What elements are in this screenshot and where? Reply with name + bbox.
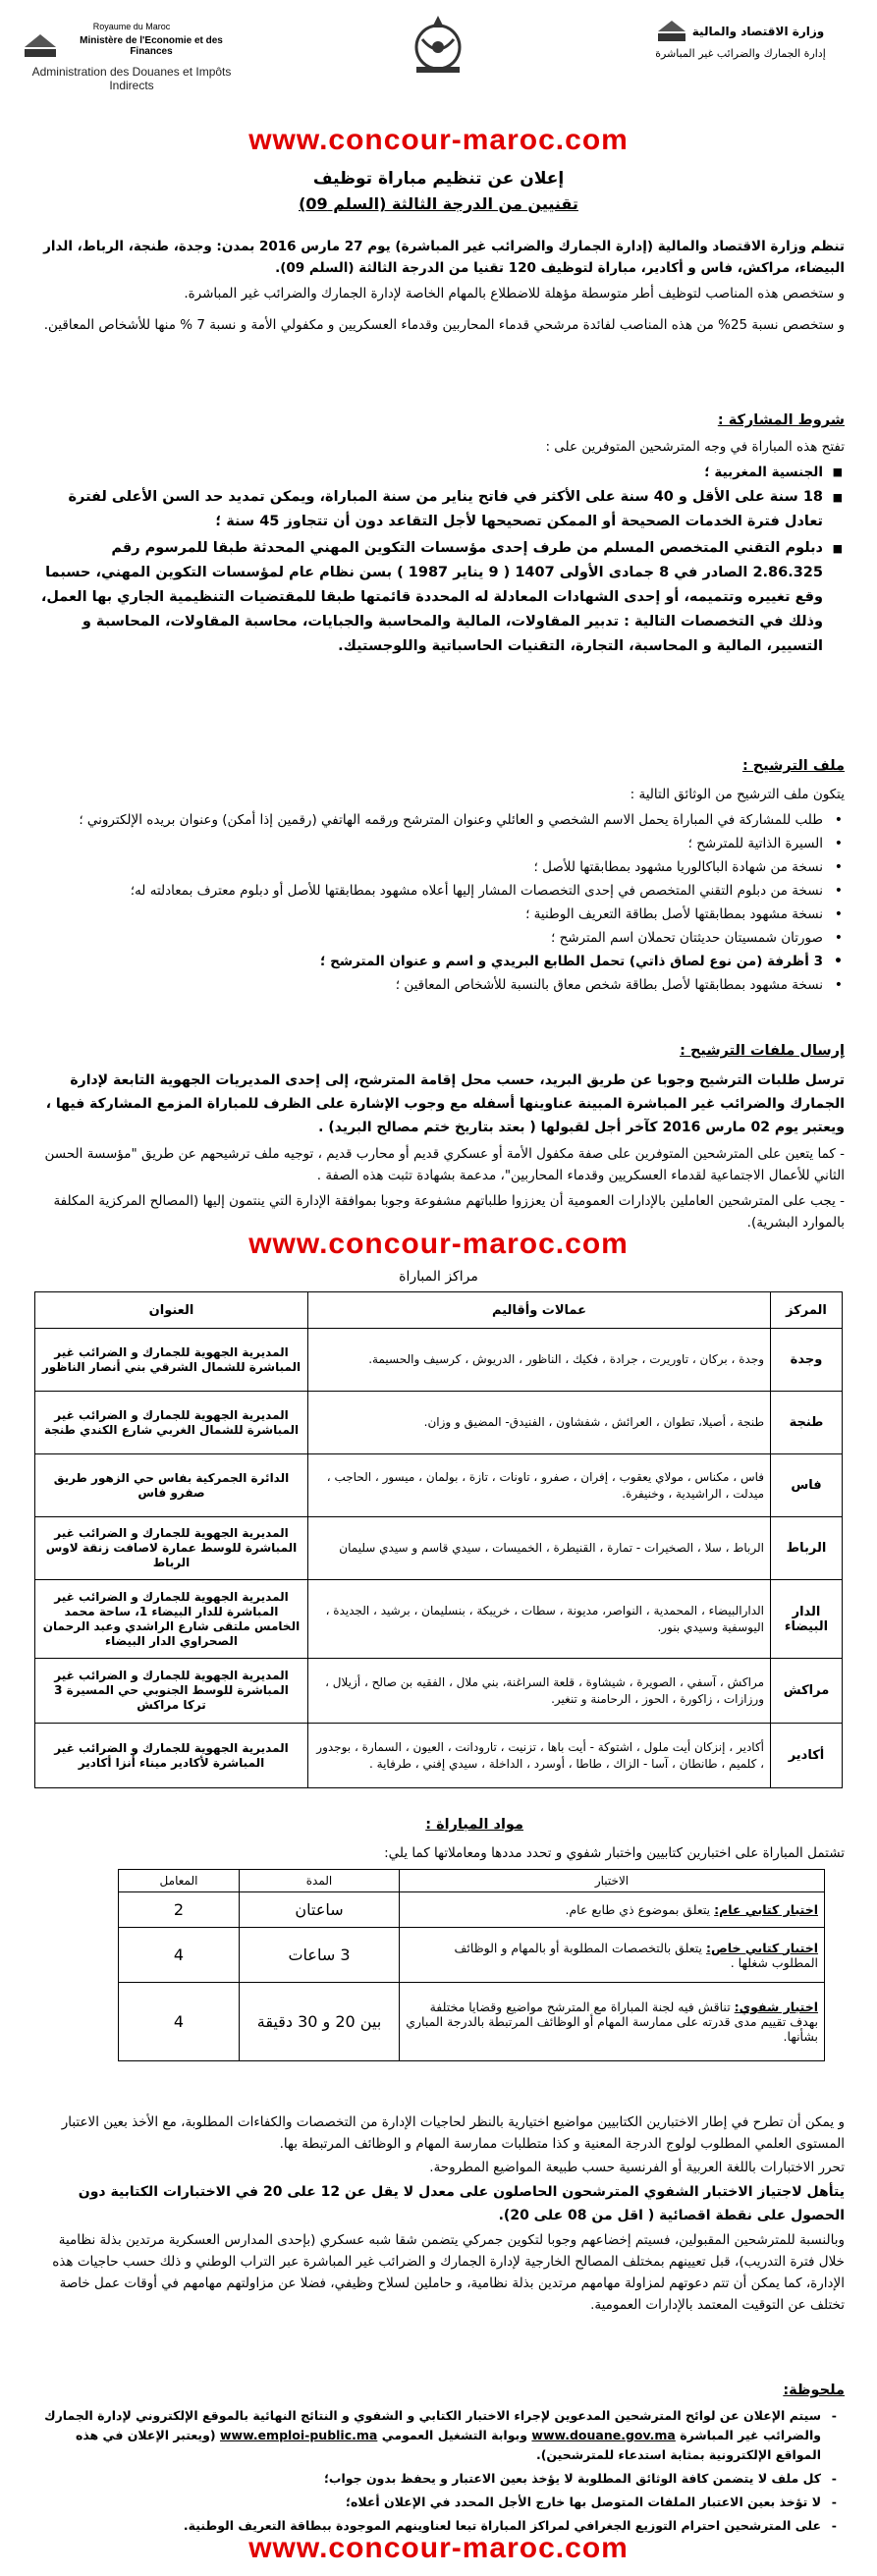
exams-header-row [119, 1870, 825, 1892]
after-p1: و يمكن أن تطرح في إطار الاختبارين الكتابيين مواضيع اختيارية بالنظر لحاجيات الإدارة من التخصصات والكفاءات المطلوبة، مع الأخذ بعين الاعتبار المستوى العلمي المطلوب لولوج الدرجة المعنية و كذا متطلبات ممارسة المهام و الوظائف المرتبطة بها. [61, 2114, 845, 2152]
exam-description [400, 1983, 825, 2061]
ministry-name-fr: Ministère de l'Economie et des Finances [80, 35, 223, 57]
exam-label: اختبار كتابي خاص: [705, 1940, 818, 1955]
file-list [39, 809, 845, 996]
exam-text: يتعلق بالتخصصات المطلوبة أو بالمهام و الوظائف المطلوب شغلها . [454, 1940, 818, 1970]
file-title: ملف الترشيح : [741, 758, 845, 774]
exam-duration: ساعتان [240, 1892, 400, 1928]
file-item: • نسخة مشهود بمطابقتها لأصل بطاقة التعريف الوطنية ؛ [39, 904, 823, 925]
douane-link[interactable]: www.douane.gov.ma [531, 2428, 676, 2442]
center-name: طنجة [771, 1392, 843, 1454]
exams-lead: تشتمل المباراة على اختبارين كتابيين واختبار شفوي و تحدد مددها ومعاملاتها كما يلي: [384, 1845, 845, 1861]
file-item: • نسخة من شهادة الباكالوريا مشهود بمطابقتها للأصل ؛ [39, 856, 823, 878]
header-duration: المدة [240, 1870, 400, 1892]
condition-item: ■ الجنسية المغربية ؛ [39, 462, 823, 483]
centers-header-row [35, 1292, 843, 1329]
emploi-public-link[interactable]: www.emploi-public.ma [219, 2428, 378, 2442]
sending-p1: ترسل طلبات الترشيح وجوبا عن طريق البريد، حسب محل إقامة المترشح، إلى إحدى المديريات الجهوية التابعة لإدارة الجمارك والضرائب غير المباشرة المبينة عناوينها أسفله مع وجوب الإشارة على الظرف للمباراة المزمع المشاركة فيها ، ويعتبر يوم 02 مارس 2016 كآخر أجل لقبولها ( بعتد بتاريخ ختم مصالح البريد) . [45, 1072, 845, 1135]
center-address: الدائرة الجمركية بفاس حي الزهور طريق صفرو فاس [35, 1454, 308, 1517]
table-row [35, 1454, 843, 1517]
center-name: الدار البيضاء [771, 1580, 843, 1659]
exam-description [400, 1892, 825, 1928]
center-address: المديرية الجهوية للجمارك و الضرائب غير المباشرة للشمال الغربي شارع الكندي طنجة [35, 1392, 308, 1454]
center-provinces: الرباط ، سلا ، الصخيرات - تمارة ، القنيطرة ، الخميسات ، سيدي قاسم و سيدي سليمان [308, 1517, 771, 1580]
note-text: وبوابة التشغيل العمومي [381, 2428, 528, 2442]
file-item: • صورتان شمسيتان حديثتان تحملان اسم المترشح ؛ [39, 927, 823, 949]
file-lead: يتكون ملف الترشيح من الوثائق التالية : [630, 787, 845, 802]
center-provinces: وجدة ، بركان ، تاوريرت ، جرادة ، فكيك ، الناظور ، الدريوش ، كرسيف والحسيمة. [308, 1329, 771, 1392]
condition-item: ■ دبلوم التقني المتخصص المسلم من طرف إحدى مؤسسات التكوين المهني المحدثة طبقا للمرسوم رقم 2.86.325 الصادر في 8 جمادى الأولى 1407 ( 9 يناير 1987 ) بسن نظام عام لمؤسسات التكوين المهني، حسبما وقع تغييره وتتميمه، أو إحدى الشهادات المعادلة له المحددة قائمتها طبقا للمقتضيات التنظيمية الجاري بها العمل، وذلك في التخصصات التالية : تدبير المقاولات، المالية والمحاسبة والجبايات، محاسبة المقاولات، المحاسبة و التسيير، المالية و المحاسبة، التجارة، التقنيات الحاسباتية واللوجستيك. [39, 536, 823, 659]
ministry-logo-ar-icon [657, 20, 686, 43]
center-provinces: أكادير ، إنزكان أيت ملول ، اشتوكة - أيت باها ، تزنيت ، تارودانت ، العيون ، السمارة ، بوجدور ، كلميم ، طانطان ، آسا - الزاك ، طاطا ، أوسرد ، الداخلة ، سيدي إفني ، طرفاية . [308, 1724, 771, 1788]
center-name: مراكش [771, 1659, 843, 1724]
center-address: المديرية الجهوية للجمارك و الضرائب غير المباشرة للوسط الجنوبي حي المسيرة 3 تركا مراكش [35, 1659, 308, 1724]
note-item: - كل ملف لا يتضمن كافة الوثائق المطلوبة لا يؤخذ بعين الاعتبار و يحفظ بدون جواب؛ [39, 2469, 821, 2489]
notes-section [39, 2406, 845, 2540]
after-p2: تحرر الاختبارات باللغة العربية أو الفرنسية حسب طبيعة المواضيع المطروحة. [429, 2160, 845, 2175]
intro-p2: و ستخصص هذه المناصب لتوظيف أطر متوسطة مؤهلة للاضطلاع بالمهام الخاصة لإدارة الجمارك والضرائب غير المباشرة. [184, 286, 845, 301]
header-coef: المعامل [119, 1870, 240, 1892]
exam-coef: 4 [119, 1928, 240, 1983]
centers-table [34, 1291, 843, 1788]
header-address: العنوان [35, 1292, 308, 1329]
table-row [35, 1724, 843, 1788]
after-p3: يتأهل لاجتياز الاختبار الشفوي المترشحون الحاصلون على معدل لا يقل عن 12 على 20 في الاختبارات الكتابية دون الحصول على نقطة اقصائية ( اقل من 08 على 20). [78, 2184, 845, 2223]
exams-details [39, 2111, 845, 2316]
notes-list [39, 2406, 845, 2536]
letterhead-arabic [618, 20, 863, 60]
note-text: (ويعتبر الإعلان في هذه المواقع الإلكترونية بمثابة استدعاء للمترشحين). [75, 2428, 821, 2462]
table-row [35, 1329, 843, 1392]
notes-title: ملحوظة: [783, 2383, 845, 2398]
sending-section [39, 1069, 845, 1233]
exam-description [400, 1928, 825, 1983]
conditions-title: شروط المشاركة : [717, 412, 845, 428]
sending-p3: - يجب على المترشحين العاملين بالإدارات العمومية أن يعززوا طلباتهم مشفوعة وجوبا بموافقة الإدارة التي ينتمون إليها (المصالح المركزية المكلفة بالموارد البشرية). [53, 1193, 845, 1231]
file-section [39, 784, 845, 998]
exams-table [118, 1869, 825, 2061]
center-provinces: فاس ، مكناس ، مولاي يعقوب ، إفران ، صفرو ، تاونات ، تازة ، بولمان ، ميسور ، الحاجب ، ميدلت ، الراشيدية ، وخنيفرة. [308, 1454, 771, 1517]
file-item: • نسخة من دبلوم التقني المتخصص في إحدى التخصصات المشار إليها أعلاه مشهود بمطابقتها للأصل أو دبلوم معترف بمعادلته له؛ [39, 880, 823, 902]
conditions-section [39, 436, 845, 661]
header-provinces: عمالات وأقاليم [308, 1292, 771, 1329]
table-row [119, 1892, 825, 1928]
note-text: سيتم الإعلان عن لوائح المترشحين المدعوين لإجراء الاختبار الكتابي و الشفوي و النتائج النهائية بالموقع الإلكتروني لإدارة الجمارك والضرائب غير المباشرة [44, 2408, 821, 2442]
header-center: المركز [771, 1292, 843, 1329]
sending-p2: - كما يتعين على المترشحين المتوفرين على صفة مكفول الأمة أو عسكري قديم أو محارب قديم ، توجيه ملف ترشيحهم عن طريق "مؤسسة الحسن الثاني للأعمال الاجتماعية لقدماء العسكريين وقدماء المحاربين"، مدعمة بشهادة تثبت هذه الصفة . [44, 1146, 845, 1183]
file-item: • نسخة مشهود بمطابقتها لأصل بطاقة شخص معاق بالنسبة للأشخاص المعاقين ؛ [39, 974, 823, 996]
exam-label: اختبار كتابي عام: [714, 1902, 818, 1917]
note-item [39, 2406, 821, 2465]
exam-text: يتعلق بموضوع ذي طابع عام. [565, 1902, 711, 1917]
center-name: وجدة [771, 1329, 843, 1392]
table-row [35, 1392, 843, 1454]
watermark-middle[interactable]: www.concour-maroc.com [248, 1228, 629, 1260]
admin-name-fr: Administration des Douanes et Impôts Indirects [31, 65, 232, 92]
center-provinces: مراكش ، آسفي ، الصويرة ، شيشاوة ، قلعة السراغنة، بني ملال ، الفقيه بن صالح ، أزيلال ، ورزازات ، زاكورة ، الحوز ، الرحامنة و تنغير. [308, 1659, 771, 1724]
table-row [119, 1983, 825, 2061]
exam-duration: 3 ساعات [240, 1928, 400, 1983]
center-name: فاس [771, 1454, 843, 1517]
conditions-lead: تفتح هذه المباراة في وجه المترشحين المتوفرين على : [545, 439, 845, 455]
table-row [119, 1928, 825, 1983]
exam-coef: 2 [119, 1892, 240, 1928]
intro-p1: تنظم وزارة الاقتصاد والمالية (إدارة الجمارك والضرائب غير المباشرة) يوم 27 مارس 2016 بمدن: وجدة، طنجة، الرباط، الدار البيضاء، مراكش، فاس و أكادير، مباراة لتوظيف 120 تقنيا من الدرجة الثالثة (السلم 09). [43, 239, 845, 276]
centers-title: مراكز المباراة [399, 1269, 478, 1285]
intro-p3: و ستخصص نسبة 25% من هذه المناصب لفائدة مرشحي قدماء المحاربين وقدماء العسكريين و مكفولي الأمة و نسبة 7 % منها للأشخاص المعاقين. [43, 317, 845, 333]
table-row [35, 1659, 843, 1724]
center-name: الرباط [771, 1517, 843, 1580]
table-row [35, 1517, 843, 1580]
table-row [35, 1580, 843, 1659]
title-line1: إعلان عن تنظيم مباراة توظيف [312, 169, 565, 189]
title-line2-text: تقنيين من الدرجة الثالثة (السلم 09) [299, 194, 578, 213]
center-address: المديرية الجهوية للجمارك و الضرائب غير المباشرة لأكادير ميناء أنزا أكادير [35, 1724, 308, 1788]
sending-title: إرسال ملفات الترشيح : [680, 1043, 845, 1059]
condition-item: ■ 18 سنة على الأقل و 40 سنة على الأكثر في فاتح يناير من سنة المباراة، ويمكن تمديد حد السن الأعلى لفترة تعادل فترة الخدمات الصحيحة أو الممكن تصحيحها لأجل التقاعد دون أن تتجاوز 45 سنة ؛ [39, 485, 823, 534]
watermark-bottom[interactable]: www.concour-maroc.com [248, 2532, 629, 2564]
exam-duration: بين 20 و 30 دقيقة [240, 1983, 400, 2061]
admin-name-ar: إدارة الجمارك والضرائب غير المباشرة [655, 47, 826, 60]
exam-label: اختبار شفوي: [734, 2000, 818, 2014]
letterhead-french [14, 22, 249, 92]
conditions-list [39, 462, 845, 659]
kingdom-label: Royaume du Maroc [92, 22, 171, 31]
note-item: - لا تؤخذ بعين الاعتبار الملفات المتوصل بها خارج الأجل المحدد في الإعلان أعلاه؛ [39, 2493, 821, 2512]
note-item: - على المترشحين احترام التوزيع الجغرافي لمراكز المباراة تبعا لعناوينهم الموجودة ببطاقة التعريف الوطنية. [39, 2516, 821, 2536]
ministry-logo-icon [24, 33, 57, 59]
exam-coef: 4 [119, 1983, 240, 2061]
file-item: • 3 أظرفة (من نوع لصاق ذاتي) تحمل الطابع البريدي و اسم و عنوان المترشح ؛ [39, 951, 823, 972]
center-provinces: طنجة ، أصيلا، تطوان ، العرائش ، شفشاون ، الفنيدق- المضيق و وزان. [308, 1392, 771, 1454]
intro-paragraph [39, 236, 845, 336]
file-item: • طلب للمشاركة في المباراة يحمل الاسم الشخصي و العائلي وعنوان المترشح ورقمه الهاتفي (رقمين إذا أمكن) وعنوان بريده الإلكتروني ؛ [39, 809, 823, 831]
letterhead [0, 0, 877, 137]
ministry-name-ar: وزارة الاقتصاد والمالية [691, 25, 825, 38]
center-address: المديرية الجهوية للجمارك و الضرائب غير المباشرة للوسط عمارة لاصافت زنقة لاوس الرباط [35, 1517, 308, 1580]
title-line2 [0, 194, 877, 213]
after-p4: وبالنسبة للمترشحين المقبولين، فسيتم إخضاعهم وجوبا لتكوين جمركي يتضمن شقا شبه عسكري (بإحدى المدارس العسكرية مرتدين بذلة نظامية خلال فترة التدريب)، قبل تعيينهم بمختلف المصالح الخارجية لإدارة الجمارك و الضرائب غير المباشرة عبر التراب الوطني و ذلك حسب حاجيات هذه الإدارة، كما يمكن أن تتم دعوتهم لمزاولة مهامهم مرتدين بذلة نظامية، و حاملين لسلاح وظيفي، فضلا عن مزاولتهم مهامهم في أوقات عمل خاصة تختلف عن التوقيت المعتمد بالإدارات العمومية. [52, 2232, 845, 2313]
header-test: الاختبار [400, 1870, 825, 1892]
center-address: المديرية الجهوية للجمارك و الضرائب غير المباشرة للدار البيضاء 1، ساحة محمد الخامس ملتقى شارع الراشدي وعبد الرحمان الصحراوي الدار البيضاء [35, 1580, 308, 1659]
center-name: أكادير [771, 1724, 843, 1788]
center-provinces: الدارالبيضاء ، المحمدية ، النواصر، مديونة ، سطات ، خريبكة ، بنسليمان ، برشيد ، الجديدة ، اليوسفية وسيدي بنور. [308, 1580, 771, 1659]
royal-emblem-icon [403, 10, 473, 81]
file-item: • السيرة الذاتية للمترشح ؛ [39, 833, 823, 854]
exams-title: مواد المباراة : [425, 1817, 523, 1833]
center-address: المديرية الجهوية للجمارك و الضرائب غير المباشرة للشمال الشرقي بني أنصار الناظور [35, 1329, 308, 1392]
watermark-top[interactable]: www.concour-maroc.com [248, 124, 629, 156]
exam-text: تناقش فيه لجنة المباراة مع المترشح مواضيع وقضايا مختلفة بهدف تقييم مدى قدرته على ممارسة المهام أو الوظائف المرتبطة بالدرجة المباري بشأنها. [406, 2000, 818, 2044]
